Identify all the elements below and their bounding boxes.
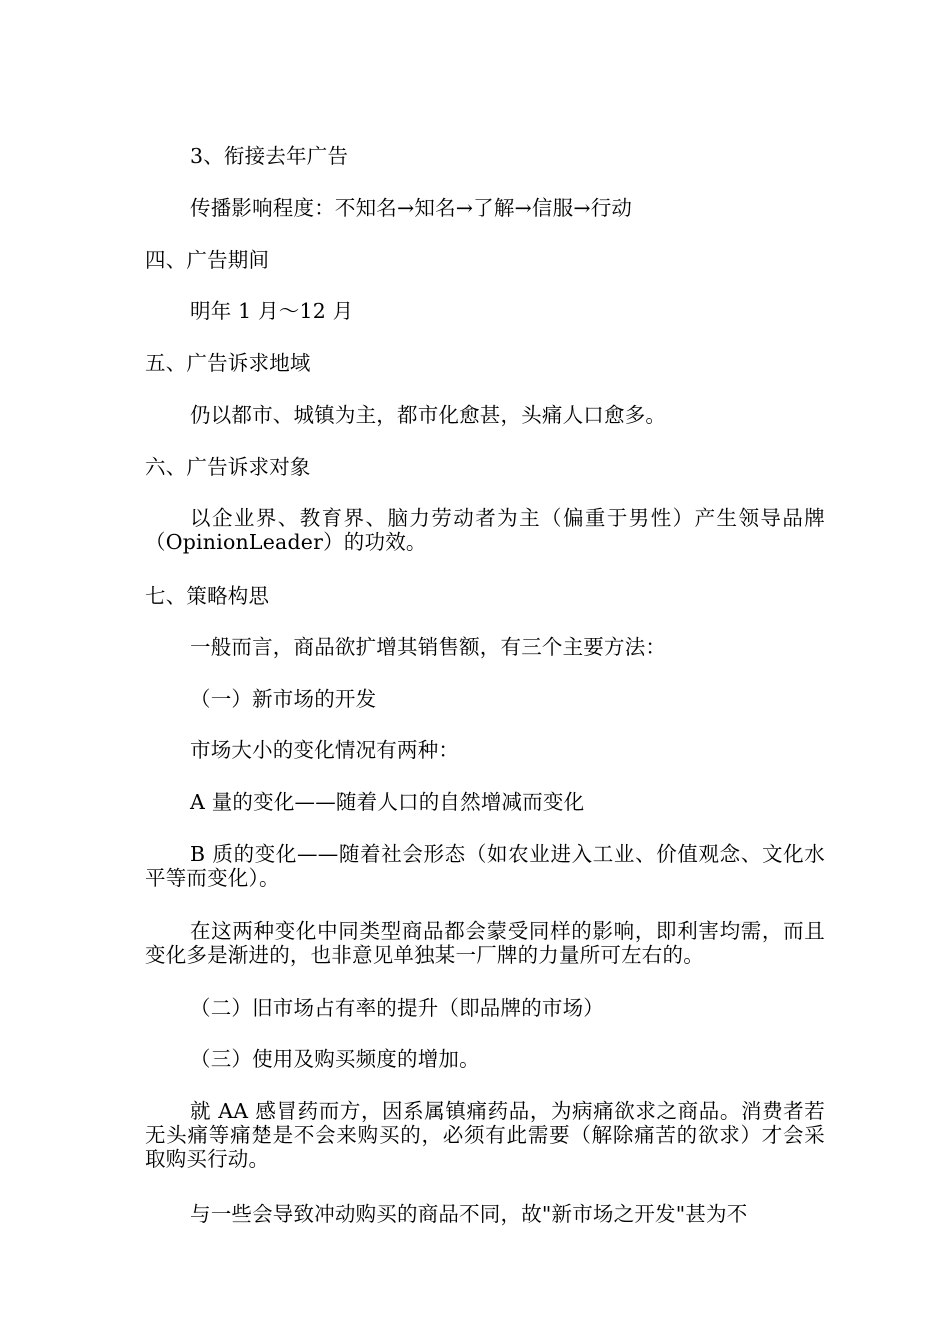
section-heading: 四、广告期间 [145,248,270,272]
body-paragraph: 在这两种变化中同类型商品都会蒙受同样的影响，即利害均需，而且变化多是渐进的，也非意见单独某一厂牌的力量所可左右的。 [145,919,825,967]
section-heading: 七、策略构思 [145,584,270,608]
subsection-heading: （三）使用及购买频度的增加。 [190,1047,480,1071]
section-heading: 六、广告诉求对象 [145,455,311,479]
subsection-heading: （二）旧市场占有率的提升（即品牌的市场） [190,996,604,1020]
body-paragraph: A 量的变化——随着人口的自然增减而变化 [190,790,585,814]
body-paragraph: 仍以都市、城镇为主，都市化愈甚，头痛人口愈多。 [190,403,667,427]
body-paragraph: 明年 1 月～12 月 [190,299,354,323]
body-paragraph: B 质的变化——随着社会形态（如农业进入工业、价值观念、文化水平等而变化）。 [145,842,825,890]
subsection-heading: 3、衔接去年广告 [190,144,349,168]
body-paragraph: 市场大小的变化情况有两种： [190,738,460,762]
subsection-heading: （一）新市场的开发 [190,687,377,711]
body-paragraph: 以企业界、教育界、脑力劳动者为主（偏重于男性）产生领导品牌（OpinionLeader）的功效。 [145,506,825,554]
body-paragraph: 就 AA 感冒药而方，因系属镇痛药品，为病痛欲求之商品。消费者若无头痛等痛楚是不会来购买的，必须有此需要（解除痛苦的欲求）才会采取购买行动。 [145,1099,825,1171]
body-paragraph: 与一些会导致冲动购买的商品不同，故"新市场之开发"甚为不 [190,1202,748,1226]
body-paragraph: 一般而言，商品欲扩增其销售额，有三个主要方法： [190,635,667,659]
section-heading: 五、广告诉求地域 [145,351,311,375]
body-paragraph: 传播影响程度：不知名→知名→了解→信服→行动 [190,196,633,220]
